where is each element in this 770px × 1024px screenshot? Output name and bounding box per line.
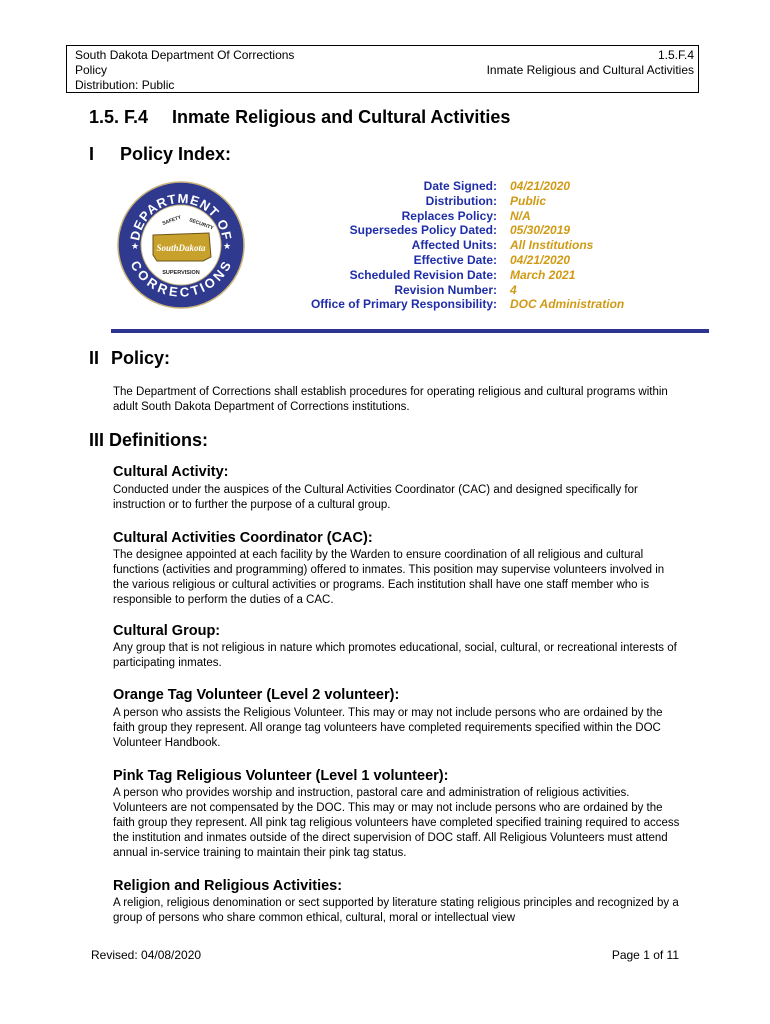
header-agency: South Dakota Department Of Corrections — [75, 48, 295, 62]
seal-top-text: DEPARTMENT OF — [127, 190, 235, 242]
doc-seal-logo — [117, 181, 245, 309]
header-policy-title: Inmate Religious and Cultural Activities — [486, 63, 694, 77]
label-distribution: Distribution: — [425, 193, 497, 208]
section-divider — [111, 329, 709, 333]
section-number: I — [89, 144, 95, 164]
header-distribution: Distribution: Public — [75, 78, 175, 92]
policy-number: 1.5. F.4 — [89, 107, 149, 127]
definition-term: Pink Tag Religious Volunteer (Level 1 volunteer): — [113, 768, 449, 784]
seal-banner-text: SouthDakota — [156, 243, 206, 253]
definition-term: Orange Tag Volunteer (Level 2 volunteer): — [113, 687, 400, 703]
definition-term: Religion and Religious Activities: — [113, 878, 343, 894]
value-revision-date: March 2021 — [510, 267, 576, 282]
footer-revised: Revised: 04/08/2020 — [91, 948, 202, 962]
label-office: Office of Primary Responsibility: — [310, 297, 497, 312]
seal-left-text: SAFETY — [161, 214, 183, 227]
section-title: Policy: — [111, 348, 171, 368]
label-replaces-policy: Replaces Policy: — [401, 208, 497, 223]
seal-bottom-text: CORRECTIONS — [127, 258, 235, 300]
section-policy-index-heading — [89, 144, 231, 165]
value-office: DOC Administration — [510, 297, 625, 312]
header-doc-type: Policy — [75, 63, 108, 77]
value-supersedes: 05/30/2019 — [510, 223, 571, 238]
section-number: II — [89, 348, 100, 368]
definition-text: A person who assists the Religious Volunteer. This may or may not include persons who are ordained by the faith group they represent. All orange tag volunteers have completed requirements specified within the DOC Volunteer Handbook. — [113, 707, 663, 749]
section-title: Policy Index: — [120, 144, 232, 164]
svg-text:★: ★ — [223, 242, 232, 252]
policy-index-values — [510, 179, 624, 312]
footer-page-number: Page 1 of 11 — [611, 948, 679, 962]
document-header — [66, 45, 699, 93]
value-date-signed: 04/21/2020 — [510, 179, 571, 193]
section-policy-heading — [89, 348, 170, 369]
definition-text: Any group that is not religious in nature which promotes educational, social, cultural, or recreational interests of participating inmates. — [113, 642, 677, 669]
value-affected-units: All Institutions — [510, 238, 594, 253]
label-revision-date: Scheduled Revision Date: — [349, 267, 497, 282]
label-revision-number: Revision Number: — [394, 282, 497, 297]
value-revision-number: 4 — [510, 282, 517, 297]
label-date-signed: Date Signed: — [423, 179, 497, 193]
definition-text: A religion, religious denomination or sect supported by literature stating religious principles and recognized by a group of persons who share common ethical, cultural, moral or intellectual view — [113, 897, 679, 924]
page-title — [89, 107, 510, 128]
policy-statement: The Department of Corrections shall establish procedures for operating religious and cultural programs within adult South Dakota Department of Corrections institutions. — [113, 386, 668, 413]
header-right — [487, 48, 694, 78]
svg-text:★: ★ — [131, 242, 140, 252]
definition-term: Cultural Activities Coordinator (CAC): — [113, 530, 373, 546]
policy-title: Inmate Religious and Cultural Activities — [172, 107, 511, 127]
definition-text: Conducted under the auspices of the Cultural Activities Coordinator (CAC) and designed specifically for instruction or to further the purpose of a cultural group. — [113, 484, 638, 511]
header-left — [75, 48, 294, 93]
seal-right-text: SECURITY — [188, 217, 215, 232]
header-policy-number: 1.5.F.4 — [657, 48, 694, 62]
value-distribution: Public — [510, 193, 547, 208]
definition-text: A person who provides worship and instruction, pastoral care and administration of religious activities. Volunteers are not compensated by the DOC. This may or may not include persons who are ordained by the faith group they represent. All pink tag religious volunteers have completed specified training required to access the institution and inmates outside of the direct supervision of DOC staff. All Religious Volunteers must attend annual in-service training to maintain their pink tag status. — [113, 787, 680, 859]
seal-lower-text: SUPERVISION — [162, 270, 200, 276]
policy-index-labels — [311, 179, 497, 312]
label-effective-date: Effective Date: — [413, 252, 497, 267]
value-effective-date: 04/21/2020 — [510, 252, 571, 267]
definition-text: The designee appointed at each facility by the Warden to ensure coordination of all religious and cultural functions (activities and programming) offered to inmates. This position may supervise volunteers involved in the various religious or cultural activities or programs. Each institution shall have one staff member who is responsible to perform the duties of a CAC. — [113, 549, 665, 606]
definition-term: Cultural Group: — [113, 623, 221, 639]
label-affected-units: Affected Units: — [411, 238, 497, 253]
value-replaces-policy: N/A — [510, 208, 531, 223]
section-definitions-heading: III Definitions: — [89, 430, 208, 450]
label-supersedes: Supersedes Policy Dated: — [349, 223, 497, 238]
definition-term: Cultural Activity: — [113, 464, 229, 480]
